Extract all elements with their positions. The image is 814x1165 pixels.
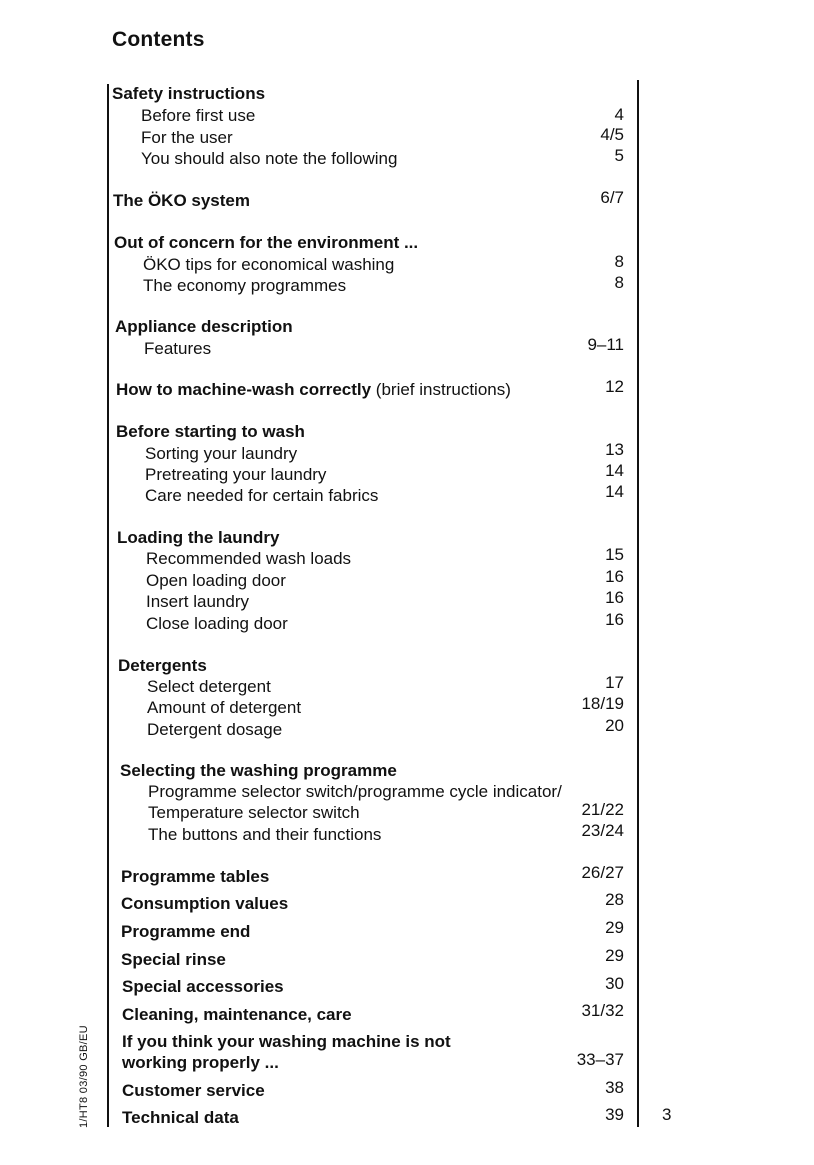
toc-heading-end[interactable]: Programme end — [121, 922, 251, 941]
toc-page: 33–37 — [576, 1050, 624, 1069]
toc-page: 39 — [605, 1105, 624, 1124]
toc-page: 13 — [605, 440, 624, 459]
toc-item[interactable]: Temperature selector switch — [148, 803, 360, 822]
toc-heading-environment[interactable]: Out of concern for the environment ... — [114, 233, 419, 252]
toc-heading-cleaning[interactable]: Cleaning, maintenance, care — [122, 1005, 352, 1024]
page-title: Contents — [112, 28, 205, 51]
toc-item[interactable]: Select detergent — [147, 677, 271, 696]
howto-note: (brief instructions) — [371, 380, 511, 399]
toc-page: 15 — [605, 545, 624, 564]
toc-page: 31/32 — [581, 1001, 624, 1020]
toc-item[interactable]: Close loading door — [146, 614, 288, 633]
toc-page: 16 — [605, 610, 624, 629]
toc-item[interactable]: Features — [144, 339, 212, 358]
toc-page: 6/7 — [600, 188, 624, 207]
toc-item[interactable]: Open loading door — [146, 571, 286, 590]
toc-heading-consumption[interactable]: Consumption values — [121, 894, 289, 913]
toc-heading-oko[interactable]: The ÖKO system — [113, 191, 250, 210]
toc-page: 9–11 — [587, 335, 624, 354]
toc-item[interactable]: ÖKO tips for economical washing — [143, 255, 395, 274]
document-code: 1/HT8 03/90 GB/EU — [78, 1025, 90, 1128]
toc-page: 17 — [605, 673, 624, 692]
toc-heading-loading[interactable]: Loading the laundry — [117, 528, 280, 547]
toc-page: 18/19 — [581, 694, 624, 713]
toc-item[interactable]: Recommended wash loads — [146, 549, 352, 568]
toc-item[interactable]: The buttons and their functions — [148, 825, 382, 844]
howto-label: How to machine-wash correctly — [116, 380, 372, 399]
toc-heading-detergents[interactable]: Detergents — [118, 656, 207, 675]
toc-heading-rinse[interactable]: Special rinse — [121, 950, 226, 969]
toc-heading-tables[interactable]: Programme tables — [121, 867, 270, 886]
toc-item[interactable]: For the user — [141, 128, 233, 147]
toc-item[interactable]: Pretreating your laundry — [145, 465, 327, 484]
toc-heading-accessories[interactable]: Special accessories — [122, 977, 284, 996]
toc-page: 8 — [614, 273, 624, 292]
toc-page: 4 — [614, 105, 624, 124]
toc-item[interactable]: Sorting your laundry — [145, 444, 298, 463]
toc-heading-technical[interactable]: Technical data — [122, 1108, 239, 1127]
toc-page: 29 — [605, 946, 624, 965]
toc-page: 30 — [605, 974, 624, 993]
toc-item[interactable]: You should also note the following — [141, 149, 398, 168]
toc-item[interactable]: Care needed for certain fabrics — [145, 486, 379, 505]
toc-page: 12 — [605, 377, 624, 396]
toc-heading-howto[interactable] — [116, 379, 511, 401]
toc-page: 4/5 — [600, 125, 624, 144]
toc-page: 14 — [605, 461, 624, 480]
toc-page: 28 — [605, 890, 624, 909]
toc-page: 8 — [614, 252, 624, 271]
toc-item[interactable]: Programme selector switch/programme cycle indicator/ — [148, 782, 562, 801]
toc-heading-service[interactable]: Customer service — [122, 1081, 265, 1100]
toc-item[interactable]: Insert laundry — [146, 592, 249, 611]
toc-page: 21/22 — [581, 800, 624, 819]
toc-heading-trouble-cont[interactable]: working properly ... — [122, 1053, 279, 1072]
toc-page: 23/24 — [581, 821, 624, 840]
toc-page: 16 — [605, 588, 624, 607]
toc-page: 38 — [605, 1078, 624, 1097]
page-number: 3 — [662, 1105, 672, 1124]
toc-heading-before[interactable]: Before starting to wash — [116, 422, 305, 441]
toc-heading-safety[interactable]: Safety instructions — [112, 84, 266, 103]
toc-heading-trouble[interactable]: If you think your washing machine is not — [122, 1032, 451, 1051]
toc-page: 29 — [605, 918, 624, 937]
toc-page: 14 — [605, 482, 624, 501]
toc-heading-programme[interactable]: Selecting the washing programme — [120, 761, 397, 780]
toc-item[interactable]: Detergent dosage — [147, 720, 283, 739]
toc-item[interactable]: Before first use — [141, 106, 256, 125]
toc-page: 20 — [605, 716, 624, 735]
toc-page: 5 — [614, 146, 624, 165]
toc-page: 16 — [605, 567, 624, 586]
toc-page: 26/27 — [581, 863, 624, 882]
toc-item[interactable]: Amount of detergent — [147, 698, 302, 717]
toc-heading-appliance[interactable]: Appliance description — [115, 317, 293, 336]
toc-item[interactable]: The economy programmes — [143, 276, 347, 295]
